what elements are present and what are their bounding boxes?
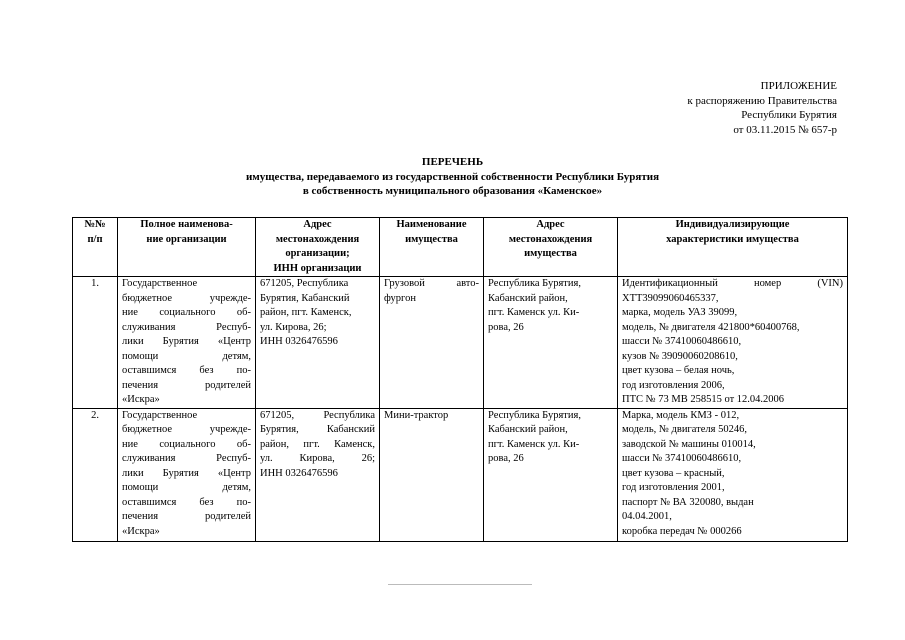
cell-line: паспорт № ВА 320080, выдан [622,496,754,508]
footer-divider [388,584,532,585]
cell-line: ние социального об- [122,438,251,450]
appendix-label: ПРИЛОЖЕНИЕ [760,80,837,92]
cell-line: 04.04.2001, [622,511,672,522]
row-property-address [484,277,618,409]
cell-line: Кабанский район, [488,424,568,435]
cell-line: Грузовой авто- [384,278,479,289]
cell-line: печения родителей [122,511,251,522]
cell-line: ИНН 0326476596 [260,467,338,479]
cell-line: ул. Кирова, 26; [260,321,327,333]
cell-line: №№ [84,219,106,230]
table-row [73,277,848,409]
cell-line: печения родителей [122,379,251,391]
cell-line: помощи детям, [122,350,251,362]
cell-line: заводской № машины 010014, [622,438,756,450]
cell-line: район, пгт. Каменск, [260,438,375,450]
cell-line: модель, № двигателя 421800*60400768, [622,321,800,333]
cell-line: рова, 26 [488,453,524,464]
appendix-authority: Республики Бурятия [741,109,837,121]
cell-line: служивания Респуб- [122,321,251,333]
cell-line: ние организации [146,233,227,245]
property-table [72,217,848,542]
cell-line: рова, 26 [488,321,524,333]
appendix-order: к распоряжению Правительства [687,94,837,107]
cell-line: район, пгт. Каменск, [260,307,352,318]
cell-line: ХТТ39099060465337, [622,292,719,304]
cell-line: «Искра» [122,525,160,537]
cell-line: Идентификационный номер (VIN) [622,278,843,289]
cell-line: кузов № 39090060208610, [622,350,738,362]
cell-line: шасси № 37410060486610, [622,336,742,347]
cell-line: пгт. Каменск ул. Ки- [488,438,580,450]
cell-line: цвет кузова – красный, [622,467,725,479]
cell-line: Марка, модель КМЗ - 012, [622,409,740,421]
cell-line: Бурятия, Кабанский [260,292,350,304]
table-header-row [73,218,848,277]
cell-line: ул. Кирова, 26; [260,453,375,464]
cell-line: местонахождения [508,233,593,245]
cell-line: 671205, Республика [260,409,375,421]
table-row [73,408,848,541]
cell-line: ние социального об- [122,307,251,318]
row-characteristics [618,277,848,409]
cell-line: помощи детям, [122,482,251,493]
document-title [0,155,905,199]
cell-line: служивания Респуб- [122,453,251,464]
row-number: 1. [73,277,118,409]
cell-line: Республика Бурятия, [488,409,581,421]
cell-line: Наименование [396,219,467,230]
cell-line: год изготовления 2006, [622,379,725,391]
cell-line: ПТС № 73 МВ 258515 от 12.04.2006 [622,394,785,405]
cell-line: ИНН организации [273,262,362,274]
header-property-address [484,218,618,277]
title-heading: ПЕРЕЧЕНЬ [421,156,484,168]
title-subheading-2: в собственность муниципального образования «Каменское» [302,185,603,197]
cell-line: местонахождения [275,233,360,245]
cell-line: Государственное [122,278,198,289]
cell-line: шасси № 37410060486610, [622,453,742,464]
row-property-address [484,408,618,541]
cell-line: Бурятия, Кабанский [260,424,375,435]
row-property-name [380,408,484,541]
row-characteristics [618,408,848,541]
cell-line: Мини-трактор [384,409,449,421]
cell-line: лики Бурятия «Центр [122,467,251,479]
cell-line: оставшимся без по- [122,496,251,508]
cell-line: бюджетное учрежде- [122,292,251,304]
cell-line: лики Бурятия «Центр [122,336,251,347]
cell-line: организации; [285,248,350,259]
row-org-address [256,277,380,409]
row-organization [118,408,256,541]
cell-line: бюджетное учрежде- [122,424,251,435]
header-characteristics [618,218,848,277]
cell-line: «Искра» [122,394,160,405]
appendix-date: от 03.11.2015 № 657-р [733,123,837,136]
cell-line: Адрес [536,219,565,230]
cell-line: Полное наименова- [140,219,233,230]
row-number: 2. [73,408,118,541]
title-subheading-1: имущества, передаваемого из государственной собственности Республики Бурятия [245,170,660,183]
cell-line: Республика Бурятия, [488,278,581,289]
cell-line: год изготовления 2001, [622,482,725,493]
header-org-address [256,218,380,277]
cell-line: оставшимся без по- [122,365,251,376]
cell-line: ИНН 0326476596 [260,336,338,347]
cell-line: модель, № двигателя 50246, [622,424,747,435]
cell-line: марка, модель УАЗ 39099, [622,307,738,318]
cell-line: цвет кузова – белая ночь, [622,365,735,376]
cell-line: характеристики имущества [666,233,799,245]
header-property-name [380,218,484,277]
cell-line: фургон [384,292,416,304]
row-org-address [256,408,380,541]
cell-line: имущества [405,233,458,245]
cell-line: Кабанский район, [488,292,568,304]
header-num [73,218,118,277]
cell-line: 671205, Республика [260,278,349,289]
cell-line: п/п [87,233,103,245]
cell-line: имущества [524,248,577,259]
row-organization [118,277,256,409]
cell-line: коробка передач № 000266 [622,525,742,537]
cell-line: Государственное [122,409,198,421]
appendix-block [687,79,837,137]
cell-line: Адрес [303,219,332,230]
cell-line: пгт. Каменск ул. Ки- [488,307,580,318]
row-property-name [380,277,484,409]
header-org [118,218,256,277]
cell-line: Индивидуализирующие [675,219,790,230]
